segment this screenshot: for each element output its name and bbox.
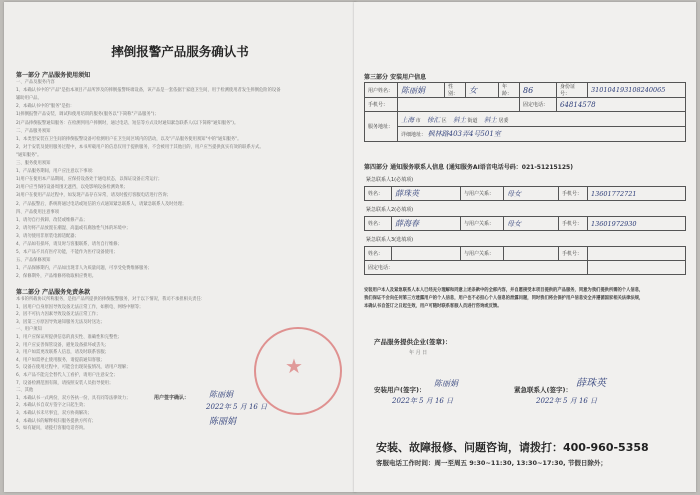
- text-line: 2、请勿将产品放置在潮湿、高温或有腐蚀性气体的环境中；: [16, 225, 131, 231]
- contact3-title: 紧急联系人3(选填项): [366, 237, 414, 243]
- district-hand: 徐汇: [426, 115, 440, 124]
- address-region: [398, 112, 686, 127]
- text-line: 1、产品服务期间，用户应注意以下事项：: [16, 169, 97, 175]
- age-value: [520, 83, 557, 98]
- neighborhood-hand: 斜土: [483, 115, 497, 124]
- emergency-signature: 薛珠英: [576, 378, 606, 389]
- text-line: 一、用户须知: [16, 327, 42, 333]
- contact2-relation-label: 与用户关系：: [461, 217, 504, 231]
- contact1-table: [364, 186, 686, 201]
- phone-label: 手机号：: [365, 98, 398, 112]
- text-line: 本确认书自签订之日起生效，用户可随时联系客服人员进行咨询或反馈。: [364, 304, 502, 309]
- text-line: 2、产品报警后，系统将通过电话或短信的方式通知紧急联系人，请紧急联系人及时处理；: [16, 201, 187, 207]
- contact1-title: 紧急联系人1(必填项): [366, 177, 414, 183]
- text-line: 5、如有疑问，请拨打客服电话咨询。: [16, 426, 88, 432]
- text-line: 1、本确认书一式两份，双方各执一份，具有同等法律效力；: [16, 395, 131, 401]
- text-line: 2、对于安装及使用服务过程中，本书所载用户的信息仅用于提供服务，不会被用于其他目的，用户应当提供真实有效的联系方式。: [16, 144, 264, 150]
- text-line: 1、本确认书中的"产品"是指本项目产品所涉及的摔倒报警终端设备，该产品是一套依据于家庭卫生间，用于检测使用者发生摔倒危险的设备: [16, 88, 281, 94]
- confirm-date: 2022年 5 月 16 日: [206, 403, 268, 411]
- text-line: 我们保证不会向任何第三方透露用户的个人信息，用户也不必担心个人信息的泄露问题，同时我们将会保护用户信息安全并遵循国家相关法律法规，: [364, 296, 644, 301]
- text-line: 二、其他: [16, 388, 34, 394]
- contact3-fixed: [588, 261, 686, 275]
- gender-label: 性别：: [445, 83, 466, 98]
- text-line: 1)用户在使用本产品期间，应保持设备处于通电状态，以保证设备正常运行；: [16, 177, 163, 183]
- text-line: 1、用户应保证所提供信息的真实性、准确性和完整性；: [16, 335, 122, 340]
- text-line: 7、设备检测范围有限，请按照安装人员指导使用；: [16, 380, 114, 386]
- district-suffix: 区: [441, 117, 447, 124]
- contact1-name: [392, 187, 461, 201]
- contact1-relation-label: 与用户关系：: [461, 187, 504, 201]
- contact2-mobile-label: 手机号：: [559, 217, 588, 231]
- section3-title: 第三部分 安装用户信息: [364, 74, 427, 81]
- document-title: 摔倒报警产品服务确认书: [111, 44, 249, 59]
- text-line: 2、因不可抗力因素导致设备无法正常工作；: [16, 312, 101, 318]
- text-line: 3、用户如需更改联系人信息，请及时联系客服；: [16, 350, 109, 356]
- text-line: 4、用户如需停止使用服务，请提前通知客服；: [16, 357, 105, 363]
- right-page: [354, 2, 696, 492]
- contact2-mobile: [588, 217, 686, 231]
- text-line: 6、本产品不能完全替代人工看护，请用户注意安全；: [16, 373, 118, 378]
- text-line: 3、请勿使用非原装电源适配器；: [16, 233, 79, 239]
- contact1-relation-hand: 母女: [507, 189, 521, 198]
- text-line: 3)用户在使用产品过程中，如发现产品存在异常，请及时拨打客服电话进行咨询；: [16, 193, 171, 199]
- installer-date: 2022年 5 月 16 日: [392, 397, 454, 405]
- text-line: 1、请勿自行拆卸、改装或维修产品；: [16, 217, 88, 223]
- text-line: 5、设备在使用过程中，可能会出现误报情况，请用户理解；: [16, 365, 131, 371]
- provider-date: 年 月 日: [409, 350, 428, 356]
- contact2-name-hand: 薛海春: [395, 219, 419, 228]
- city-label: 市: [415, 117, 421, 124]
- id-value: [588, 83, 686, 98]
- text-line: 2、本确认书中的"服务"是指：: [16, 104, 75, 110]
- landline-value: [557, 98, 686, 112]
- age-label: 年龄：: [499, 83, 520, 98]
- text-line: 辅助用户品。: [16, 96, 42, 102]
- contact1-mobile-hand: 13601772721: [591, 189, 637, 198]
- text-line: 4、产品如有损坏，请及时与客服联系，请勿自行维修；: [16, 242, 122, 247]
- text-line: 三、服务使用须知: [16, 161, 51, 166]
- province-hand: 上海: [401, 115, 414, 124]
- contact2-relation: [504, 217, 559, 231]
- text-line: 1、本类型安装在卫生间的摔倒报警设备可检测用户在卫生间区域内的活动，以及"产品服务使用须知"中的"通知服务"。: [16, 136, 242, 142]
- user-name-label: 用户姓名：: [365, 83, 398, 98]
- contact2-table: [364, 216, 686, 231]
- user-signature: 陈丽娟: [209, 390, 233, 399]
- seal-star-icon: ★: [285, 354, 303, 378]
- detail-hand: 枫林路403弄4号501室: [427, 130, 501, 138]
- text-line: 2)用户应当保持设备周围无遮挡，以免影响设备检测效果；: [16, 185, 128, 191]
- landline-label: 固定电话：: [520, 98, 557, 112]
- address-label: 服务地址：: [365, 112, 398, 142]
- section2-title: 第二部分 产品服务免责条款: [16, 289, 91, 296]
- section1-title: 第一部分 产品服务使用须知: [16, 72, 91, 79]
- text-line: 本书的所载协议所称服务，是指产品所提供的摔倒报警服务，对于以下情况，我司不承担相关责任：: [16, 297, 206, 302]
- left-page: [4, 2, 356, 492]
- contact3-fixed-label: 固定电话：: [365, 261, 588, 275]
- contact2-name-label: 姓名：: [365, 217, 392, 231]
- contact3-table: [364, 246, 686, 275]
- detail-label: 详细地址：: [401, 132, 427, 138]
- confirm-label: 用户签字确认：: [154, 395, 190, 401]
- text-line: 2)产品摔倒报警通知服务：在检测到用户摔倒时，通过电话、短信等方式及时通知紧急联系人(以下简称"通知服务")。: [16, 120, 239, 126]
- contact3-name-label: 姓名：: [365, 247, 392, 261]
- text-line: 3、因第三方原因导致通知服务无法及时送达；: [16, 319, 105, 325]
- document: [4, 2, 696, 492]
- age-hand: 86: [523, 85, 534, 95]
- text-line: 1、因用户自身原因导致设备无法正常工作，如断电、网络中断等；: [16, 304, 144, 310]
- text-line: 2、用户应妥善保管设备，避免设备损坏或丢失；: [16, 342, 109, 348]
- user-info-table: [364, 82, 686, 142]
- contact1-name-hand: 薛珠英: [395, 189, 419, 198]
- text-line: 4、本确认书的解释权归服务提供方所有；: [16, 418, 97, 424]
- text-line: 3、本确认书未尽事宜，双方协商解决；: [16, 411, 92, 416]
- contact3-name: [392, 247, 461, 261]
- contact2-name: [392, 217, 461, 231]
- address-detail: [398, 127, 686, 142]
- gender-hand: 女: [469, 85, 477, 95]
- contact1-relation: [504, 187, 559, 201]
- street-hand: 斜土: [452, 115, 466, 124]
- text-line: 五、产品保修须知: [16, 258, 51, 264]
- contact1-mobile-label: 手机号：: [559, 187, 588, 201]
- contact2-relation-hand: 母女: [507, 219, 521, 228]
- installer-label: 安装用户(签字)：: [374, 386, 426, 394]
- contact1-name-label: 姓名：: [365, 187, 392, 201]
- neighborhood-suffix: 居委: [498, 117, 509, 124]
- id-label: 身份证号：: [557, 83, 588, 98]
- contact3-relation-label: 与用户关系：: [461, 247, 504, 261]
- user-name-hand: 陈丽娟: [401, 85, 425, 95]
- contact2-mobile-hand: 13601972930: [591, 219, 637, 228]
- text-line: 四、产品使用注意事项: [16, 209, 59, 215]
- text-line: 2、保修期外，产品维修将收取相应费用。: [16, 274, 97, 280]
- phone-value: [398, 98, 520, 112]
- text-line: 一、产品及服务内容: [16, 80, 55, 85]
- service-hours: 客服电话工作时间：周一至周五 9:30~11:30, 13:30~17:30, 节假日除外；: [376, 459, 607, 467]
- landline-hand: 64814578: [560, 100, 596, 109]
- user-name-value: [398, 83, 445, 98]
- emergency-date: 2022年 5 月 16 日: [536, 397, 598, 405]
- emergency-label: 紧急联系人(签字)：: [514, 386, 572, 394]
- contact2-title: 紧急联系人2(必填项): [366, 207, 414, 213]
- gender-value: [466, 83, 499, 98]
- confirm-signature-2: 陈丽娟: [209, 417, 237, 427]
- text-line: 安装用户本人及紧急联系人本人已经充分理解和同意上述条款中的全部内容，并自愿接受本项目提供的产品服务，同意为我们提供所需的个人信息，: [364, 288, 644, 293]
- installer-signature: 陈丽娟: [434, 379, 458, 388]
- text-line: 二、产品服务须知: [16, 128, 51, 134]
- text-line: 5、本产品不具有医疗功能，不能作为医疗设备使用；: [16, 250, 118, 256]
- id-hand: 310104193108240065: [591, 86, 666, 94]
- text-line: 1)摔倒报警产品安装、调试和使用培训的服务(服务以"下简称"产品服务")；: [16, 112, 159, 118]
- street-suffix: 街道: [467, 117, 478, 124]
- contact3-mobile-label: 手机号：: [559, 247, 588, 261]
- contact3-relation: [504, 247, 559, 261]
- text-line: 1、产品保修期内，产品如出现非人为质量问题，可享受免费维修服务；: [16, 266, 152, 272]
- text-line: "通知服务"。: [16, 152, 42, 158]
- provider-label: 产品服务提供企业(签章)：: [374, 338, 452, 346]
- section4-title: 第四部分 通知服务联系人信息 (通知服务AI语音电话号码：021-51215125): [364, 164, 573, 171]
- hotline-text: 安装、故障报修、问题咨询，请拨打：400-960-5358: [376, 441, 649, 454]
- contact1-mobile: [588, 187, 686, 201]
- text-line: 2、本确认书自双方签字之日起生效；: [16, 403, 88, 409]
- contact3-mobile: [588, 247, 686, 261]
